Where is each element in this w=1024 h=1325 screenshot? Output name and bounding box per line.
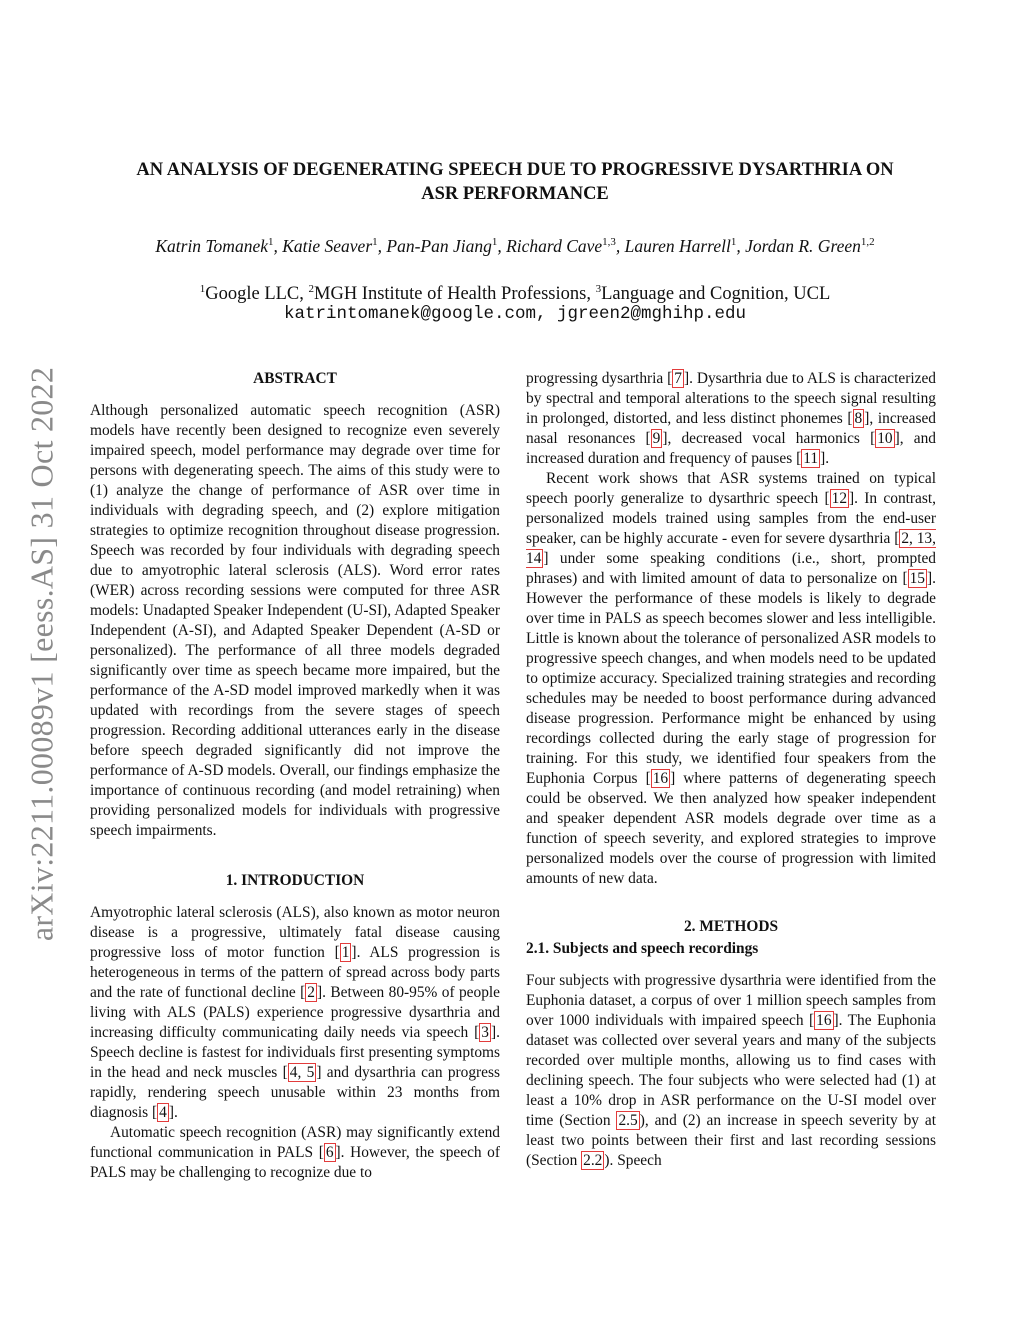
citation-link[interactable]: 10 bbox=[877, 430, 893, 447]
intro-paragraph-3: progressing dysarthria [ 7 ]. Dysarthria due to ALS is characterized by spectral and temporal alterations to the speech signal resulting in prolonged, distorted, and less distinct phonemes [ 8 ], increased nasal resonances [ 9 ], decreased vocal harmonics [ 10 ], and increased duration and frequency of pauses [ 11 ]. bbox=[526, 370, 937, 467]
citation-link[interactable]: 16 bbox=[652, 770, 669, 787]
section-reference-link[interactable]: 2.2 bbox=[583, 1152, 603, 1169]
citation-link[interactable]: 3 bbox=[481, 1024, 489, 1041]
paper-title bbox=[95, 158, 935, 206]
author: Katie Seaver$^1$ bbox=[282, 235, 378, 256]
arxiv-identifier-stamp: arXiv:2211.00089v1 [eess.AS] 31 Oct 2022 bbox=[23, 366, 60, 942]
citation-link[interactable]: 9 bbox=[652, 430, 661, 447]
author-list: Katrin Tomanek$^1$, Katie Seaver$^1$, Pan-Pan Jiang$^1$, Richard Cave$^{1,3}$, Lauren Harrell$^1$, Jordan R. Green$^{1,2}$ bbox=[155, 235, 875, 256]
citation-link[interactable]: 1 bbox=[341, 944, 350, 961]
author: Richard Cave$^{1,3}$ bbox=[506, 235, 616, 256]
author: Jordan R. Green$^{1,2}$ bbox=[745, 235, 875, 256]
citation-link[interactable]: 2 bbox=[307, 984, 315, 1001]
left-column bbox=[90, 369, 500, 1183]
right-column bbox=[526, 369, 936, 1171]
title-line-1: AN ANALYSIS OF DEGENERATING SPEECH DUE TO PROGRESSIVE DYSARTHRIA ON bbox=[136, 160, 894, 180]
citation-link[interactable]: 2, 13, 14 bbox=[526, 530, 936, 567]
citation-link[interactable]: 16 bbox=[816, 1012, 832, 1029]
author: Pan-Pan Jiang$^1$ bbox=[386, 235, 498, 256]
subsection-heading: 2.1. Subjects and speech recordings bbox=[526, 940, 759, 957]
intro-paragraph-4: Recent work shows that ASR systems trained on typical speech poorly generalize to dysarthric speech [ 12 ]. In contrast, personalized models trained using samples from the end-user speaker, can be highly accurate - even for severe dysarthria [ 2, 13, 14 ] under some speaking conditions (i.e., short, prompted phrases) and with limited amount of data to personalize on [ 15 ]. However the performance of these models is likely to degrade over time in PALS as speech becomes slower and less intelligible. Little is known about the tolerance of personalized ASR models to progressive speech changes, and when models need to be updated to optimize accuracy. Specialized training strategies and recording schedules may be needed to boost performance during advanced disease progression. Performance might be enhanced by using recordings collected during the early stage of progression for training. For this study, we identified four speakers from the Euphonia Corpus [ 16 ] where patterns of degenerating speech could be observed. We then analyzed how speaker independent and speaker dependent ASR models degrade over time as a function of speech severity, and explored strategies to improve personalized models over the course of progression with limited amounts of new data. bbox=[526, 470, 936, 887]
citation-link[interactable]: 11 bbox=[803, 450, 819, 467]
citation-link[interactable]: 4 bbox=[159, 1104, 167, 1121]
abstract-text: Although personalized automatic speech recognition (ASR) models have recently been designed to recognize even severely impaired speech, model performance may degrade over time for persons with degenerating speech. The aims of this study were to (1) analyze the change of performance of ASR over time in individuals with degrading speech, and (2) explore mitigation strategies to optimize recognition throughout disease progression. Speech was recorded by four individuals with degrading speech due to amyotrophic lateral sclerosis (ALS). Word error rates (WER) across recording sessions were computed for three ASR models: Unadapted Speaker Independent (U-SI), Adapted Speaker Independent (A-SI), and Adapted Speaker Dependent (A-SD or personalized). The performance of all three models degraded significantly over time as speech became more impaired, but the performance of the A-SD model improved markedly when it was updated with recordings from the severe stages of speech progression. Recording additional utterances early in the disease before speech degraded significantly did not improve the performance of A-SD models. Overall, our findings emphasize the importance of continuous recording (and model retraining) when providing personalized models for individuals with progressive speech impairments. bbox=[90, 402, 500, 839]
citation-link[interactable]: 7 bbox=[674, 370, 682, 387]
title-line-2: ASR PERFORMANCE bbox=[421, 184, 609, 204]
citation-link[interactable]: 15 bbox=[909, 570, 925, 587]
intro-paragraph-2: Automatic speech recognition (ASR) may significantly extend functional communication in PALS [ 6 ]. However, the speech of PALS may be challenging to recognize due to bbox=[90, 1124, 500, 1181]
citation-link[interactable]: 4, 5 bbox=[289, 1064, 315, 1081]
methods-paragraph-1: Four subjects with progressive dysarthria were identified from the Euphonia dataset, a corpus of over 1 million speech samples from over 1000 individuals with impaired speech [ 16 ]. The Euphonia dataset was collected over several years and many of the subjects recorded over multiple months, allowing us to find cases with declining speech. The four subjects who were selected had (1) at least a 10% drop in ASR performance on the U-SI model over time (Section 2.5 ), and (2) an increase in speech severity by at least two points between their first and last recording sessions (Section 2.2 ). Speech bbox=[526, 972, 936, 1169]
citation-link[interactable]: 8 bbox=[854, 410, 863, 427]
citation-link[interactable]: 12 bbox=[831, 490, 848, 507]
abstract-heading: ABSTRACT bbox=[253, 370, 337, 387]
methods-heading: 2. METHODS bbox=[683, 918, 779, 935]
affiliations: $^1$Google LLC, $^2$MGH Institute of Health Professions, $^3$Language and Cognition, UCL bbox=[199, 283, 831, 305]
citation-link[interactable]: 6 bbox=[325, 1144, 334, 1161]
author: Lauren Harrell$^1$ bbox=[624, 235, 737, 256]
section-reference-link[interactable]: 2.5 bbox=[618, 1112, 638, 1129]
introduction-heading: 1. INTRODUCTION bbox=[225, 872, 365, 889]
intro-paragraph-1: Amyotrophic lateral sclerosis (ALS), also known as motor neuron disease is a progressive, ultimately fatal disease causing progressive loss of motor function [ 1 ]. ALS progression is heterogeneous in terms of the pattern of spread across body parts and the rate of functional decline [ 2 ]. Between 80-95% of people living with ALS (PALS) experience progressive dysarthria and increasing difficulty communicating daily needs via speech [ 3 ]. Speech decline is fastest for individuals first presenting symptoms in the head and neck muscles [ 4, 5 ] and dysarthria can progress rapidly, rendering speech unusable within 23 months from diagnosis [ 4 ]. bbox=[90, 904, 501, 1121]
author-emails: katrintomanek@google.com, jgreen2@mghihp.edu bbox=[283, 304, 747, 324]
author: Katrin Tomanek$^1$ bbox=[155, 235, 274, 256]
